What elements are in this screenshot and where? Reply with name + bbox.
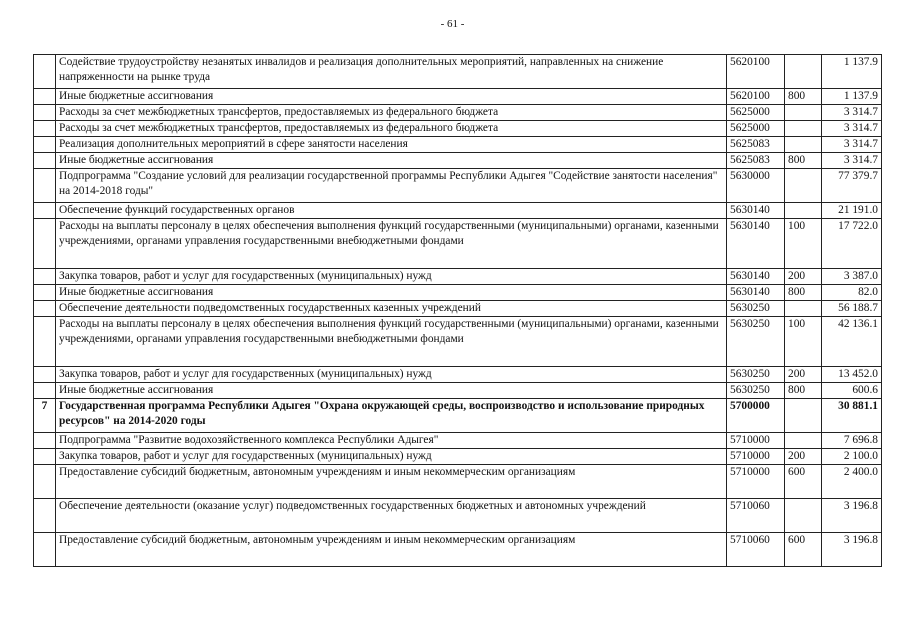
amount-cell: 2 400.0	[822, 465, 882, 499]
expense-type-cell: 800	[785, 153, 822, 169]
table-row	[34, 219, 882, 269]
page-number: - 61 -	[440, 18, 465, 30]
amount-cell: 56 188.7	[822, 301, 882, 317]
target-code-cell: 5710060	[727, 499, 785, 533]
table-row	[34, 367, 882, 383]
table-row	[34, 105, 882, 121]
row-number-cell	[34, 383, 56, 399]
item-name-cell: Обеспечение деятельности (оказание услуг) подведомственных государственных бюджетных и автономных учреждений	[56, 499, 727, 533]
amount-cell: 3 314.7	[822, 153, 882, 169]
item-name-cell: Подпрограмма "Развитие водохозяйственного комплекса Республики Адыгея"	[56, 433, 727, 449]
amount-cell: 30 881.1	[822, 399, 882, 433]
expense-type-cell	[785, 499, 822, 533]
table-row	[34, 449, 882, 465]
expense-type-cell	[785, 121, 822, 137]
amount-cell: 3 196.8	[822, 499, 882, 533]
target-code-cell: 5630140	[727, 203, 785, 219]
budget-table-body	[34, 55, 882, 567]
item-name-cell: Государственная программа Республики Адыгея "Охрана окружающей среды, воспроизводство и использование природных ресурсов" на 2014-2020 годы	[56, 399, 727, 433]
expense-type-cell: 200	[785, 367, 822, 383]
target-code-cell: 5620100	[727, 89, 785, 105]
item-name-cell: Закупка товаров, работ и услуг для государственных (муниципальных) нужд	[56, 269, 727, 285]
amount-cell: 3 314.7	[822, 105, 882, 121]
expense-type-cell	[785, 105, 822, 121]
target-code-cell: 5620100	[727, 55, 785, 89]
table-row	[34, 121, 882, 137]
target-code-cell: 5625083	[727, 137, 785, 153]
amount-cell: 82.0	[822, 285, 882, 301]
row-number-cell	[34, 55, 56, 89]
row-number-cell	[34, 121, 56, 137]
target-code-cell: 5630250	[727, 383, 785, 399]
expense-type-cell	[785, 169, 822, 203]
item-name-cell: Предоставление субсидий бюджетным, автономным учреждениям и иным некоммерческим организациям	[56, 533, 727, 567]
target-code-cell: 5710060	[727, 533, 785, 567]
amount-cell: 13 452.0	[822, 367, 882, 383]
row-number-cell	[34, 317, 56, 367]
item-name-cell: Обеспечение функций государственных органов	[56, 203, 727, 219]
table-row	[34, 465, 882, 499]
expense-type-cell: 600	[785, 533, 822, 567]
table-row	[34, 153, 882, 169]
row-number-cell: 7	[34, 399, 56, 433]
row-number-cell	[34, 169, 56, 203]
amount-cell: 3 314.7	[822, 121, 882, 137]
row-number-cell	[34, 499, 56, 533]
table-row	[34, 285, 882, 301]
amount-cell: 3 314.7	[822, 137, 882, 153]
row-number-cell	[34, 219, 56, 269]
item-name-cell: Иные бюджетные ассигнования	[56, 153, 727, 169]
target-code-cell: 5630140	[727, 269, 785, 285]
expense-type-cell	[785, 203, 822, 219]
table-row	[34, 269, 882, 285]
expense-type-cell: 800	[785, 383, 822, 399]
target-code-cell: 5625000	[727, 121, 785, 137]
expense-type-cell: 100	[785, 219, 822, 269]
target-code-cell: 5630250	[727, 301, 785, 317]
target-code-cell: 5630000	[727, 169, 785, 203]
expense-type-cell	[785, 137, 822, 153]
amount-cell: 7 696.8	[822, 433, 882, 449]
target-code-cell: 5710000	[727, 449, 785, 465]
target-code-cell: 5710000	[727, 465, 785, 499]
amount-cell: 42 136.1	[822, 317, 882, 367]
row-number-cell	[34, 137, 56, 153]
row-number-cell	[34, 367, 56, 383]
item-name-cell: Иные бюджетные ассигнования	[56, 89, 727, 105]
expense-type-cell	[785, 433, 822, 449]
table-row	[34, 137, 882, 153]
row-number-cell	[34, 433, 56, 449]
table-row	[34, 89, 882, 105]
row-number-cell	[34, 285, 56, 301]
item-name-cell: Закупка товаров, работ и услуг для государственных (муниципальных) нужд	[56, 367, 727, 383]
table-row	[34, 499, 882, 533]
target-code-cell: 5630250	[727, 367, 785, 383]
target-code-cell: 5625000	[727, 105, 785, 121]
item-name-cell: Реализация дополнительных мероприятий в сфере занятости населения	[56, 137, 727, 153]
row-number-cell	[34, 465, 56, 499]
expense-type-cell	[785, 399, 822, 433]
expense-type-cell	[785, 55, 822, 89]
item-name-cell: Иные бюджетные ассигнования	[56, 383, 727, 399]
expense-type-cell: 800	[785, 285, 822, 301]
expense-type-cell: 200	[785, 449, 822, 465]
row-number-cell	[34, 203, 56, 219]
table-row	[34, 169, 882, 203]
row-number-cell	[34, 89, 56, 105]
expense-type-cell: 800	[785, 89, 822, 105]
target-code-cell: 5630250	[727, 317, 785, 367]
amount-cell: 1 137.9	[822, 55, 882, 89]
row-number-cell	[34, 533, 56, 567]
table-row	[34, 383, 882, 399]
item-name-cell: Закупка товаров, работ и услуг для государственных (муниципальных) нужд	[56, 449, 727, 465]
row-number-cell	[34, 153, 56, 169]
target-code-cell: 5710000	[727, 433, 785, 449]
item-name-cell: Расходы за счет межбюджетных трансфертов, предоставляемых из федерального бюджета	[56, 105, 727, 121]
row-number-cell	[34, 301, 56, 317]
item-name-cell: Расходы на выплаты персоналу в целях обеспечения выполнения функций государственными (муниципальными) органами, казенными учреждениями, органами управления государственными внебюджетными фондами	[56, 317, 727, 367]
row-number-cell	[34, 105, 56, 121]
expense-type-cell: 200	[785, 269, 822, 285]
amount-cell: 17 722.0	[822, 219, 882, 269]
target-code-cell: 5630140	[727, 285, 785, 301]
table-row	[34, 317, 882, 367]
amount-cell: 3 387.0	[822, 269, 882, 285]
item-name-cell: Содействие трудоустройству незанятых инвалидов и реализация дополнительных мероприятий, направленных на снижение напряженности на рынке труда	[56, 55, 727, 89]
expense-type-cell: 600	[785, 465, 822, 499]
amount-cell: 1 137.9	[822, 89, 882, 105]
item-name-cell: Иные бюджетные ассигнования	[56, 285, 727, 301]
table-row	[34, 433, 882, 449]
table-row	[34, 55, 882, 89]
amount-cell: 600.6	[822, 383, 882, 399]
expense-type-cell: 100	[785, 317, 822, 367]
item-name-cell: Расходы на выплаты персоналу в целях обеспечения выполнения функций государственными (муниципальными) органами, казенными учреждениями, органами управления государственными внебюджетными фондами	[56, 219, 727, 269]
item-name-cell: Обеспечение деятельности подведомственных государственных казенных учреждений	[56, 301, 727, 317]
item-name-cell: Предоставление субсидий бюджетным, автономным учреждениям и иным некоммерческим организациям	[56, 465, 727, 499]
target-code-cell: 5700000	[727, 399, 785, 433]
target-code-cell: 5625083	[727, 153, 785, 169]
item-name-cell: Расходы за счет межбюджетных трансфертов, предоставляемых из федерального бюджета	[56, 121, 727, 137]
amount-cell: 21 191.0	[822, 203, 882, 219]
item-name-cell: Подпрограмма "Создание условий для реализации государственной программы Республики Адыгея "Содействие занятости населения" на 2014-2018 годы"	[56, 169, 727, 203]
amount-cell: 77 379.7	[822, 169, 882, 203]
table-row	[34, 301, 882, 317]
target-code-cell: 5630140	[727, 219, 785, 269]
table-row	[34, 203, 882, 219]
table-row	[34, 399, 882, 433]
amount-cell: 2 100.0	[822, 449, 882, 465]
row-number-cell	[34, 449, 56, 465]
expense-type-cell	[785, 301, 822, 317]
amount-cell: 3 196.8	[822, 533, 882, 567]
budget-table	[33, 54, 882, 567]
row-number-cell	[34, 269, 56, 285]
table-row	[34, 533, 882, 567]
